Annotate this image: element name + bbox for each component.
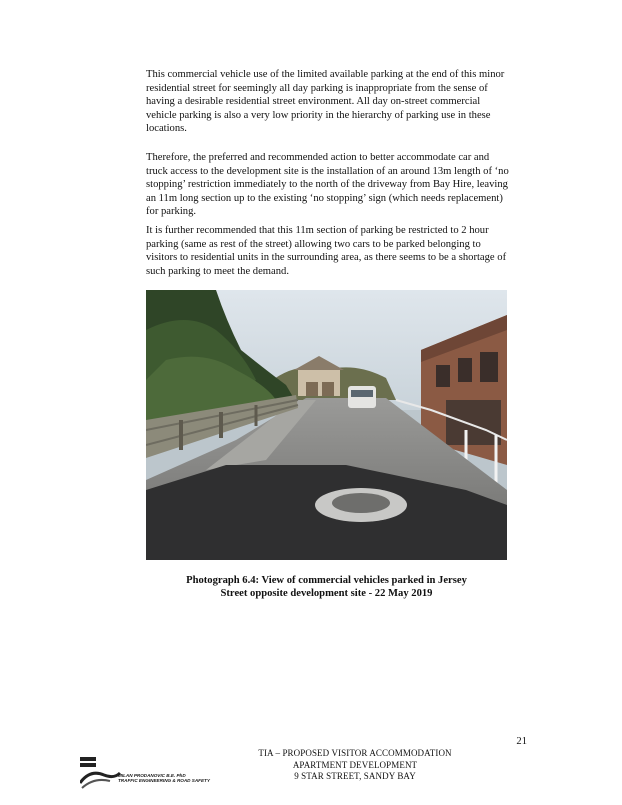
footer-line-1: TIA – PROPOSED VISITOR ACCOMMODATION	[258, 748, 452, 758]
paragraph-recommended-action: Therefore, the preferred and recommended action to better accommodate car and truck access to the development site is the installation of an around 13m length of ‘no stopping’ restriction immediately to the north of the driveway from Bay Hire, leaving an 11m long section up to the existing ‘no stopping’ sign (which needs replacement) for parking.	[146, 152, 509, 218]
paragraph-parking-restriction: It is further recommended that this 11m section of parking be restricted to 2 hour parking (same as rest of the street) allowing two cars to be parked belonging to visitors to residential units in the surrounding area, as there seems to be a shortage of such parking to meet the demand.	[146, 225, 507, 277]
footer-line-2: APARTMENT DEVELOPMENT	[292, 759, 418, 770]
page-number: 21	[516, 736, 527, 747]
street-photograph	[146, 290, 507, 560]
photo-caption	[146, 574, 507, 600]
caption-line-1: Photograph 6.4: View of commercial vehicles parked in Jersey	[186, 575, 467, 586]
footer-line-3: 9 STAR STREET, SANDY BAY	[294, 771, 416, 781]
logo-name: MILAN PRODANOVIC	[118, 773, 165, 778]
logo-tagline: TRAFFIC ENGINEERING & ROAD SAFETY	[118, 778, 210, 784]
logo-text	[118, 773, 210, 783]
paragraph-commercial-vehicle-use: This commercial vehicle use of the limited available parking at the end of this minor residential street for seemingly all day parking is inappropriate from the sense of having a desirable residential street environment. All day on-street commercial vehicle parking is also a very low priority in the hierarchy of parking use in these locations.	[146, 69, 505, 135]
logo-suffix: B.E. PhD	[166, 773, 186, 778]
caption-line-2: Street opposite development site - 22 May 2019	[220, 588, 433, 599]
document-footer	[210, 748, 500, 783]
